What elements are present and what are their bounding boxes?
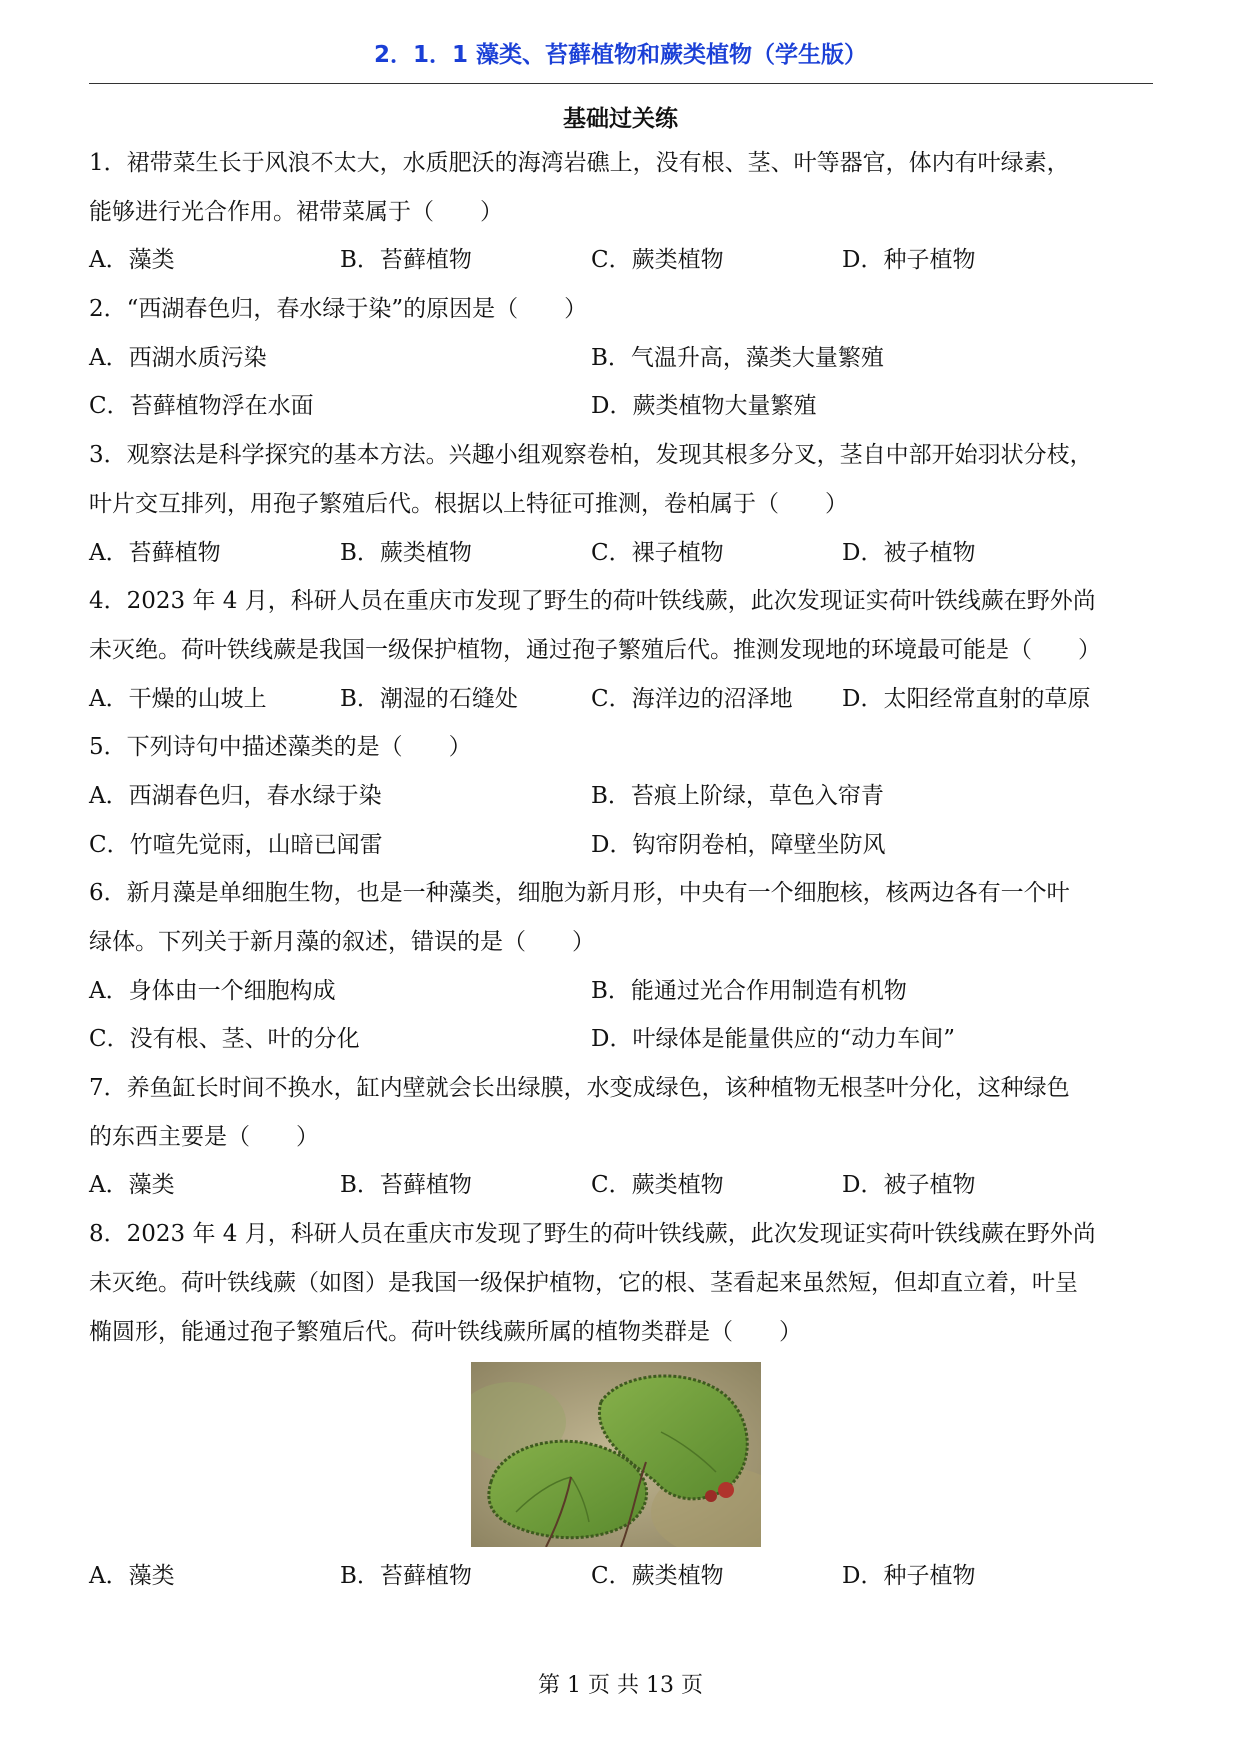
question-stem-line: 未灭绝。荷叶铁线蕨（如图）是我国一级保护植物，它的根、茎看起来虽然短，但却直立着，叶呈 [89, 1269, 1078, 1296]
question-stem-line: 2．“西湖春色归，春水绿于染”的原因是（ ） [89, 296, 588, 323]
question-7 [89, 1064, 1153, 1210]
document-title: 2．1．1 藻类、苔藓植物和蕨类植物（学生版） [373, 42, 868, 68]
figure-container [89, 1356, 1153, 1552]
question-list [89, 139, 1153, 1601]
option-row [89, 967, 1153, 1016]
question-2 [89, 285, 1153, 431]
option-b[interactable]: B．蕨类植物 [340, 539, 472, 566]
option-a[interactable]: A．身体由一个细胞构成 [89, 977, 336, 1004]
option-a[interactable]: A．苔藓植物 [89, 539, 221, 566]
option-row [89, 334, 1153, 383]
fern-leaf-photo [471, 1362, 761, 1547]
option-row [89, 529, 1153, 578]
option-row [89, 382, 1153, 431]
option-d[interactable]: D．太阳经常直射的草原 [842, 685, 1091, 712]
option-c[interactable]: C．蕨类植物 [591, 1172, 724, 1199]
question-stem-line: 1．裙带菜生长于风浪不太大，水质肥沃的海湾岩礁上，没有根、茎、叶等器官，体内有叶绿素， [89, 150, 1070, 176]
option-b[interactable]: B．苔痕上阶绿，草色入帘青 [591, 782, 884, 809]
option-row [89, 1552, 1153, 1601]
option-a[interactable]: A．藻类 [89, 1563, 175, 1590]
option-a[interactable]: A．藻类 [89, 247, 175, 274]
option-b[interactable]: B．苔藓植物 [340, 247, 472, 274]
question-stem-line: 3．观察法是科学探究的基本方法。兴趣小组观察卷柏，发现其根多分叉，茎自中部开始羽状分枝， [89, 442, 1093, 469]
question-stem-line: 7．养鱼缸长时间不换水，缸内壁就会长出绿膜，水变成绿色，该种植物无根茎叶分化，这种绿色 [89, 1075, 1070, 1102]
option-d[interactable]: D．钩帘阴卷柏，障壁坐防风 [591, 831, 886, 858]
option-a[interactable]: A．西湖春色归，春水绿于染 [89, 782, 382, 809]
option-b[interactable]: B．气温升高，藻类大量繁殖 [591, 344, 884, 371]
question-stem-line: 未灭绝。荷叶铁线蕨是我国一级保护植物，通过孢子繁殖后代。推测发现地的环境最可能是（ ） [89, 636, 1101, 663]
option-c[interactable]: C．蕨类植物 [591, 1563, 724, 1590]
question-3 [89, 431, 1153, 577]
question-6 [89, 869, 1153, 1064]
question-stem-line: 叶片交互排列，用孢子繁殖后代。根据以上特征可推测，卷柏属于（ ） [89, 490, 848, 517]
option-c[interactable]: C．裸子植物 [591, 539, 724, 566]
option-a[interactable]: A．西湖水质污染 [89, 344, 267, 371]
option-a[interactable]: A．藻类 [89, 1172, 175, 1199]
section-heading: 基础过关练 [563, 106, 678, 132]
option-c[interactable]: C．竹喧先觉雨，山暗已闻雷 [89, 831, 383, 858]
option-d[interactable]: D．被子植物 [842, 1172, 976, 1199]
option-row [89, 1015, 1153, 1064]
option-row [89, 675, 1153, 724]
question-1 [89, 139, 1153, 285]
option-row [89, 772, 1153, 821]
option-c[interactable]: C．苔藓植物浮在水面 [89, 393, 314, 420]
question-8 [89, 1210, 1153, 1601]
question-5 [89, 723, 1153, 869]
question-stem-line: 椭圆形，能通过孢子繁殖后代。荷叶铁线蕨所属的植物类群是（ ） [89, 1318, 802, 1345]
option-row [89, 236, 1153, 285]
question-stem-line: 8．2023 年 4 月，科研人员在重庆市发现了野生的荷叶铁线蕨，此次发现证实荷叶铁线蕨在野外尚 [89, 1221, 1096, 1248]
option-row [89, 1161, 1153, 1210]
option-b[interactable]: B．能通过光合作用制造有机物 [591, 977, 907, 1004]
question-4 [89, 577, 1153, 723]
question-stem-line: 的东西主要是（ ） [89, 1123, 319, 1150]
option-b[interactable]: B．潮湿的石缝处 [340, 685, 518, 712]
option-b[interactable]: B．苔藓植物 [340, 1172, 472, 1199]
option-row [89, 821, 1153, 870]
question-stem-line: 绿体。下列关于新月藻的叙述，错误的是（ ） [89, 929, 595, 955]
option-d[interactable]: D．被子植物 [842, 539, 976, 566]
question-stem-line: 能够进行光合作用。裙带菜属于（ ） [89, 198, 503, 225]
option-d[interactable]: D．叶绿体是能量供应的“动力车间” [591, 1026, 955, 1053]
page-number: 第 1 页 共 13 页 [538, 1673, 703, 1698]
option-a[interactable]: A．干燥的山坡上 [89, 685, 267, 712]
question-stem-line: 4．2023 年 4 月，科研人员在重庆市发现了野生的荷叶铁线蕨，此次发现证实荷叶铁线蕨在野外尚 [89, 588, 1096, 615]
option-d[interactable]: D．种子植物 [842, 1563, 976, 1590]
option-d[interactable]: D．种子植物 [842, 247, 976, 274]
option-b[interactable]: B．苔藓植物 [340, 1563, 472, 1590]
question-stem-line: 6．新月藻是单细胞生物，也是一种藻类，细胞为新月形，中央有一个细胞核，核两边各有一个叶 [89, 880, 1070, 907]
question-stem-line: 5．下列诗句中描述藻类的是（ ） [89, 734, 472, 761]
option-c[interactable]: C．蕨类植物 [591, 247, 724, 274]
option-d[interactable]: D．蕨类植物大量繁殖 [591, 393, 817, 420]
option-c[interactable]: C．海洋边的沼泽地 [591, 685, 793, 712]
option-c[interactable]: C．没有根、茎、叶的分化 [89, 1026, 360, 1053]
header-divider [89, 83, 1153, 84]
